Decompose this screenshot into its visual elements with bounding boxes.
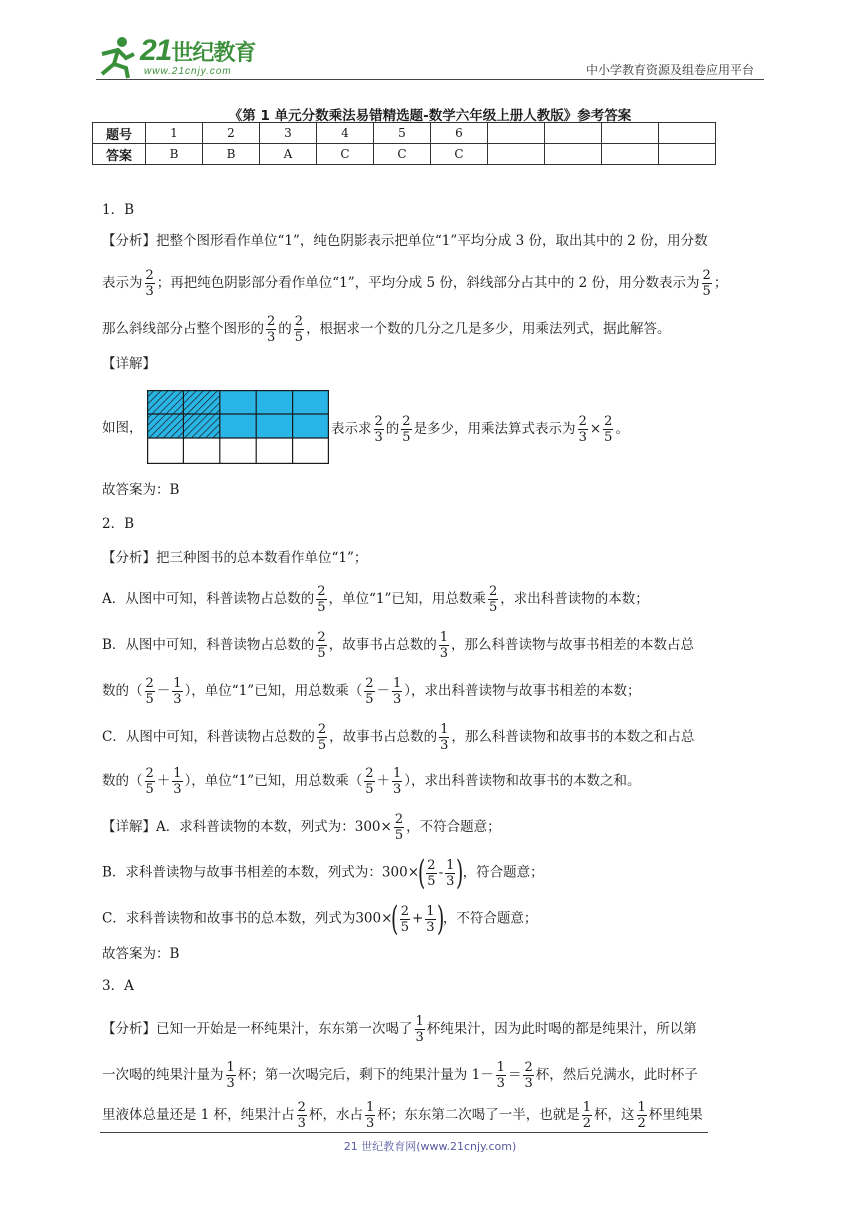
left-paren: (	[391, 899, 399, 939]
fraction	[582, 1100, 592, 1131]
numerator: 2	[394, 812, 404, 827]
fraction	[365, 1100, 375, 1131]
numerator: 1	[365, 1100, 375, 1115]
fraction	[172, 676, 182, 707]
left-paren: (	[418, 853, 426, 893]
numerator: 2	[294, 314, 304, 329]
denominator: 3	[145, 284, 154, 299]
denominator: 3	[267, 330, 276, 345]
text: 数的（	[102, 683, 143, 699]
text: ），求出科普读物与故事书相差的本数；	[404, 683, 641, 699]
fraction	[226, 1060, 236, 1091]
fraction	[294, 314, 304, 345]
text: 把整个图形看作单位“1”，纯色阴影表示把单位“1”平均分成 3 份，取出其中的 2 份，用分数	[156, 233, 708, 249]
table-cell	[602, 144, 659, 165]
denominator: 3	[426, 919, 435, 935]
q1-analysis-line	[102, 314, 671, 345]
text: ，符合题意；	[462, 864, 544, 881]
fraction	[316, 584, 326, 615]
fraction	[439, 722, 449, 753]
denominator: 5	[145, 782, 154, 797]
text: 。	[615, 421, 629, 437]
q2-analysis-line	[102, 630, 694, 661]
numerator: 2	[145, 766, 154, 781]
q2-analysis-line	[102, 766, 641, 797]
text: 已知一开始是一杯纯果汁，东东第一次喝了	[156, 1021, 413, 1037]
runner-logo-icon	[92, 34, 138, 80]
numerator: 2	[267, 314, 276, 329]
table-row	[93, 123, 716, 144]
table-cell: 2	[203, 123, 260, 144]
row-label: 答案	[93, 144, 146, 165]
table-cell: C	[431, 144, 488, 165]
denominator: 5	[427, 873, 436, 889]
fraction	[364, 676, 374, 707]
tag-analysis: 【分析】	[102, 233, 156, 249]
text: ，那么科普读物和故事书的本数之和占总	[451, 729, 695, 745]
numerator: 2	[604, 414, 613, 429]
fraction	[316, 630, 326, 661]
denominator: 3	[446, 873, 455, 889]
numerator: 2	[365, 676, 374, 691]
text: 杯里纯果	[648, 1107, 703, 1123]
fraction	[374, 414, 384, 445]
numerator: 1	[226, 1060, 235, 1075]
text: ），单位“1”已知，用总数乘（	[184, 683, 363, 699]
text: ＋	[156, 773, 171, 789]
q2-detail-line	[102, 812, 501, 843]
denominator: 5	[702, 284, 711, 299]
q2-heading: 2．B	[102, 516, 135, 532]
text: ，那么科普读物与故事书相差的本数占总	[450, 637, 694, 653]
right-paren: )	[456, 853, 464, 893]
numerator: 2	[578, 414, 587, 429]
denominator: 2	[582, 1116, 592, 1131]
text: 的	[278, 321, 292, 337]
q2-detail-line	[102, 899, 538, 939]
fraction	[400, 904, 410, 935]
numerator: 1	[446, 857, 455, 873]
q2-analysis-line	[102, 548, 367, 568]
text: ＝	[507, 1067, 522, 1083]
text: C．求科普读物和故事书的总本数，列式为	[102, 910, 356, 927]
denominator: 5	[365, 692, 374, 707]
denominator: 2	[637, 1116, 646, 1131]
text: 那么斜线部分占整个图形的	[102, 321, 264, 337]
text: ×	[589, 421, 602, 437]
text: A．从图中可知，科普读物占总数的	[102, 591, 315, 607]
table-cell: C	[374, 144, 431, 165]
text: 一次喝的纯果汁量为	[102, 1067, 224, 1083]
table-cell	[659, 123, 716, 144]
q2-analysis-line	[102, 722, 694, 753]
denominator: 3	[440, 738, 449, 753]
text: -	[438, 864, 444, 881]
text: 300×	[381, 864, 420, 881]
fraction-grid-diagram	[147, 390, 329, 464]
table-cell: 1	[146, 123, 203, 144]
fraction	[297, 1100, 307, 1131]
fraction	[578, 414, 588, 445]
denominator: 5	[317, 646, 326, 661]
logo-url: www.21cnjy.com	[144, 66, 232, 77]
tag-analysis: 【分析】	[102, 1021, 156, 1037]
table-cell: B	[203, 144, 260, 165]
logo-text: 世纪教育	[171, 41, 256, 66]
numerator: 1	[496, 1060, 505, 1075]
q3-heading: 3．A	[102, 978, 134, 994]
text: 杯纯果汁，因为此时喝的都是纯果汁，所以第	[426, 1021, 697, 1037]
denominator: 3	[439, 646, 448, 661]
q1-detail-prefix: 如图，	[102, 420, 143, 436]
q2-detail-line	[102, 853, 544, 893]
text: 300×	[354, 819, 392, 835]
q3-analysis-line	[102, 1014, 697, 1045]
denominator: 3	[374, 430, 383, 445]
denominator: 5	[317, 600, 326, 615]
numerator: 2	[145, 268, 154, 283]
numerator: 1	[173, 766, 182, 781]
table-cell	[488, 123, 545, 144]
text: ，单位“1”已知，用总数乘	[328, 591, 486, 607]
fraction	[317, 722, 327, 753]
page-title: 《第 1 单元分数乘法易错精选题-数学六年级上册人教版》参考答案	[228, 108, 632, 124]
logo	[92, 34, 262, 80]
table-cell: C	[317, 144, 374, 165]
text: 是多少，用乘法算式表示为	[413, 421, 576, 437]
text: B．从图中可知，科普读物占总数的	[102, 637, 315, 653]
text: ，求出科普读物的本数；	[500, 591, 649, 607]
footer-divider	[100, 1132, 708, 1133]
table-row	[93, 144, 716, 165]
fraction	[145, 766, 155, 797]
q1-conclusion: 故答案为：B	[102, 482, 180, 498]
denominator: 5	[294, 330, 304, 345]
denominator: 3	[393, 782, 402, 797]
numerator: 2	[297, 1100, 306, 1115]
denominator: 3	[365, 1116, 375, 1131]
fraction	[637, 1100, 647, 1131]
numerator: 2	[317, 584, 326, 599]
text: 数的（	[102, 773, 143, 789]
fraction	[392, 676, 402, 707]
q1-detail-line	[331, 414, 629, 445]
denominator: 3	[297, 1116, 306, 1131]
text: 把三种图书的总本数看作单位“1”；	[156, 550, 368, 566]
denominator: 3	[415, 1030, 424, 1045]
text: B．求科普读物与故事书相差的本数，列式为：	[102, 864, 382, 881]
numerator: 2	[317, 722, 327, 737]
table-cell: 4	[317, 123, 374, 144]
numerator: 1	[393, 766, 402, 781]
text: 表示为	[102, 275, 143, 291]
text: 表示求	[331, 421, 372, 437]
text: 杯，水占	[308, 1107, 363, 1123]
numerator: 1	[637, 1100, 646, 1115]
fraction	[496, 1060, 506, 1091]
text: +	[411, 910, 424, 927]
table-cell: 3	[260, 123, 317, 144]
right-paren: )	[436, 899, 444, 939]
q3-analysis-line	[102, 1060, 698, 1091]
table-cell	[659, 144, 716, 165]
text: C．从图中可知，科普读物占总数的	[102, 729, 315, 745]
table-cell	[545, 123, 602, 144]
text: ，不符合题意；	[406, 819, 501, 835]
numerator: 2	[365, 766, 374, 781]
numerator: 1	[439, 630, 448, 645]
table-cell	[602, 123, 659, 144]
row-label: 题号	[93, 123, 146, 144]
denominator: 3	[578, 430, 587, 445]
denominator: 5	[365, 782, 374, 797]
header-divider	[96, 79, 764, 80]
fraction	[394, 812, 404, 843]
fraction	[603, 414, 613, 445]
text: 300×	[355, 910, 393, 927]
fraction	[523, 1060, 533, 1091]
denominator: 5	[402, 430, 411, 445]
numerator: 1	[173, 676, 182, 691]
text: ），单位“1”已知，用总数乘（	[184, 773, 363, 789]
table-cell	[488, 144, 545, 165]
answer-table	[92, 122, 716, 165]
text: ，故事书占总数的	[328, 637, 437, 653]
tag-detail: 【详解】	[102, 819, 156, 835]
numerator: 2	[400, 903, 409, 919]
fraction	[425, 904, 435, 935]
text: 杯；东东第二次喝了一半，也就是	[377, 1107, 580, 1123]
numerator: 1	[440, 722, 449, 737]
text: ，不符合题意；	[442, 910, 538, 927]
fraction	[488, 584, 498, 615]
text: 杯，这	[594, 1107, 635, 1123]
q2-conclusion: 故答案为：B	[102, 946, 180, 962]
text: ；	[713, 275, 728, 291]
footer-link[interactable]: 21 世纪教育网(www.21cnjy.com)	[343, 1140, 517, 1153]
numerator: 2	[317, 630, 326, 645]
denominator: 3	[496, 1076, 505, 1091]
table-cell	[545, 144, 602, 165]
denominator: 3	[173, 782, 182, 797]
numerator: 1	[582, 1100, 592, 1115]
q1-detail-tag: 【详解】	[102, 356, 156, 372]
text: ，故事书占总数的	[329, 729, 438, 745]
text: ；再把纯色阴影部分看作单位“1”，平均分成 5 份，斜线部分占其中的 2 份，用分数表示为	[156, 275, 700, 291]
text: 杯；第一次喝完后，剩下的纯果汁量为 1－	[237, 1067, 494, 1083]
fraction	[426, 858, 436, 889]
text: －	[376, 683, 390, 699]
denominator: 3	[226, 1076, 235, 1091]
text: ＋	[376, 773, 390, 789]
denominator: 5	[488, 600, 498, 615]
fraction	[172, 766, 182, 797]
platform-label: 中小学教育资源及组卷应用平台	[585, 63, 754, 77]
numerator: 1	[426, 903, 435, 919]
text: 的	[385, 421, 400, 437]
text: ），求出科普读物和故事书的本数之和。	[404, 773, 641, 789]
numerator: 2	[145, 676, 154, 691]
fraction	[445, 858, 455, 889]
fraction	[392, 766, 402, 797]
numerator: 2	[524, 1060, 533, 1075]
table-cell: A	[260, 144, 317, 165]
numerator: 2	[402, 414, 411, 429]
denominator: 5	[604, 430, 613, 445]
fraction	[145, 268, 155, 299]
numerator: 2	[488, 584, 498, 599]
fraction	[415, 1014, 425, 1045]
q2-analysis-line	[102, 584, 649, 615]
fraction	[364, 766, 374, 797]
denominator: 3	[173, 692, 182, 707]
fraction	[401, 414, 411, 445]
denominator: 5	[317, 738, 327, 753]
fraction	[702, 268, 712, 299]
fraction	[145, 676, 155, 707]
table-cell: 5	[374, 123, 431, 144]
q2-analysis-line	[102, 676, 641, 707]
denominator: 3	[524, 1076, 533, 1091]
denominator: 5	[394, 828, 404, 843]
numerator: 2	[702, 268, 711, 283]
tag-analysis: 【分析】	[102, 550, 156, 566]
table-cell: 6	[431, 123, 488, 144]
q3-analysis-line	[102, 1100, 703, 1131]
fraction	[439, 630, 449, 661]
numerator: 1	[393, 676, 402, 691]
numerator: 2	[427, 857, 436, 873]
text: －	[156, 683, 171, 699]
text: A．求科普读物的本数，列式为：	[156, 819, 355, 835]
numerator: 1	[415, 1014, 424, 1029]
table-cell: B	[146, 144, 203, 165]
denominator: 5	[145, 692, 154, 707]
text: 里液体总量还是 1 杯，纯果汁占	[102, 1107, 295, 1123]
denominator: 3	[393, 692, 402, 707]
q1-heading: 1．B	[102, 202, 135, 218]
text: 杯，然后兑满水，此时杯子	[535, 1067, 698, 1083]
q1-analysis-line	[102, 231, 708, 251]
fraction	[266, 314, 276, 345]
denominator: 5	[400, 919, 409, 935]
q1-analysis-line	[102, 268, 727, 299]
numerator: 2	[374, 414, 383, 429]
logo-number: 21	[140, 34, 172, 67]
text: ，根据求一个数的几分之几是多少，用乘法列式，据此解答。	[306, 321, 671, 337]
